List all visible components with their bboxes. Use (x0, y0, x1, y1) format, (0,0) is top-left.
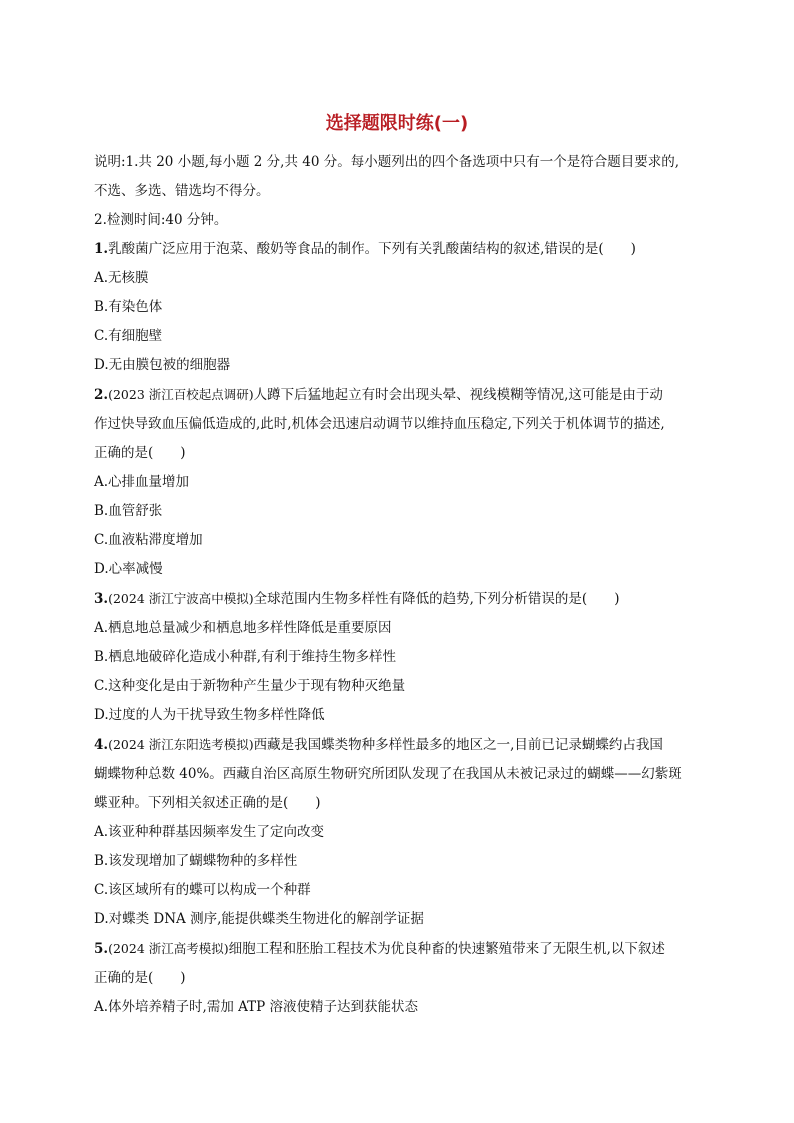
instruction-line-3: 2.检测时间:40 分钟。 (94, 212, 228, 228)
question-stem (94, 584, 708, 614)
question-stem-text: 西藏是我国蝶类物种多样性最多的地区之一,目前已记录蝴蝶约占我国 (253, 737, 663, 753)
option: B.有染色体 (94, 299, 163, 315)
question-number: 4. (94, 737, 109, 753)
question-stem-continued: 蝶亚种。下列相关叙述正确的是( ) (94, 795, 321, 811)
option: D.无由膜包被的细胞器 (94, 357, 231, 373)
question-number: 2. (94, 387, 109, 403)
question-number: 3. (94, 591, 109, 607)
question-3 (94, 584, 708, 730)
question-number: 5. (94, 941, 109, 957)
question-source: (2024 浙江东阳选考模拟) (108, 737, 254, 752)
question-source: (2023 浙江百校起点调研) (108, 387, 254, 402)
question-stem (94, 934, 708, 964)
question-source: (2024 浙江宁波高中模拟) (108, 591, 254, 606)
option: C.血液粘滞度增加 (94, 532, 203, 548)
question-source: (2024 浙江高考模拟) (108, 941, 229, 956)
question-5 (94, 934, 708, 1022)
question-stem (94, 730, 708, 760)
option: A.该亚种种群基因频率发生了定向改变 (94, 824, 325, 840)
instruction-line-1: 说明:1.共 20 小题,每小题 2 分,共 40 分。每小题列出的四个备选项中只有一个是符合题目要求的, (94, 154, 679, 170)
question-stem-continued: 正确的是( ) (94, 445, 186, 461)
question-stem-text: 人蹲下后猛地起立有时会出现头晕、视线模糊等情况,这可能是由于动 (253, 387, 663, 403)
option: A.心排血量增加 (94, 474, 190, 490)
content-body (94, 148, 708, 1022)
question-number: 1. (94, 241, 109, 257)
option: B.该发现增加了蝴蝶物种的多样性 (94, 853, 298, 869)
question-1 (94, 235, 708, 380)
instruction-line-2: 不选、多选、错选均不得分。 (94, 183, 270, 199)
option: C.该区域所有的蝶可以构成一个种群 (94, 882, 311, 898)
page-title: 选择题限时练(一) (325, 113, 469, 134)
question-stem-text: 全球范围内生物多样性有降低的趋势,下列分析错误的是( ) (253, 591, 620, 607)
option: A.体外培养精子时,需加 ATP 溶液使精子达到获能状态 (94, 999, 419, 1015)
question-stem-continued: 作过快导致血压偏低造成的,此时,机体会迅速启动调节以维持血压稳定,下列关于机体调节的描述, (94, 416, 665, 432)
question-2 (94, 380, 708, 584)
option: D.心率减慢 (94, 561, 163, 577)
option: A.栖息地总量减少和栖息地多样性降低是重要原因 (94, 620, 392, 636)
question-stem-continued: 蝴蝶物种总数 40%。西藏自治区高原生物研究所团队发现了在我国从未被记录过的蝴蝶——幻紫斑 (94, 766, 682, 782)
question-stem (94, 380, 708, 410)
question-stem-continued: 正确的是( ) (94, 970, 186, 986)
option: D.对蝶类 DNA 测序,能提供蝶类生物进化的解剖学证据 (94, 911, 424, 927)
option: C.这种变化是由于新物种产生量少于现有物种灭绝量 (94, 678, 406, 694)
option: D.过度的人为干扰导致生物多样性降低 (94, 707, 325, 723)
option: B.栖息地破碎化造成小种群,有利于维持生物多样性 (94, 649, 397, 665)
option: A.无核膜 (94, 270, 149, 286)
question-stem-text: 细胞工程和胚胎工程技术为优良种畜的快速繁殖带来了无限生机,以下叙述 (228, 941, 665, 957)
question-4 (94, 730, 708, 934)
question-stem-text: 乳酸菌广泛应用于泡菜、酸奶等食品的制作。下列有关乳酸菌结构的叙述,错误的是( ) (108, 241, 636, 257)
option: C.有细胞壁 (94, 328, 163, 344)
option: B.血管舒张 (94, 503, 163, 519)
question-stem (94, 235, 708, 264)
